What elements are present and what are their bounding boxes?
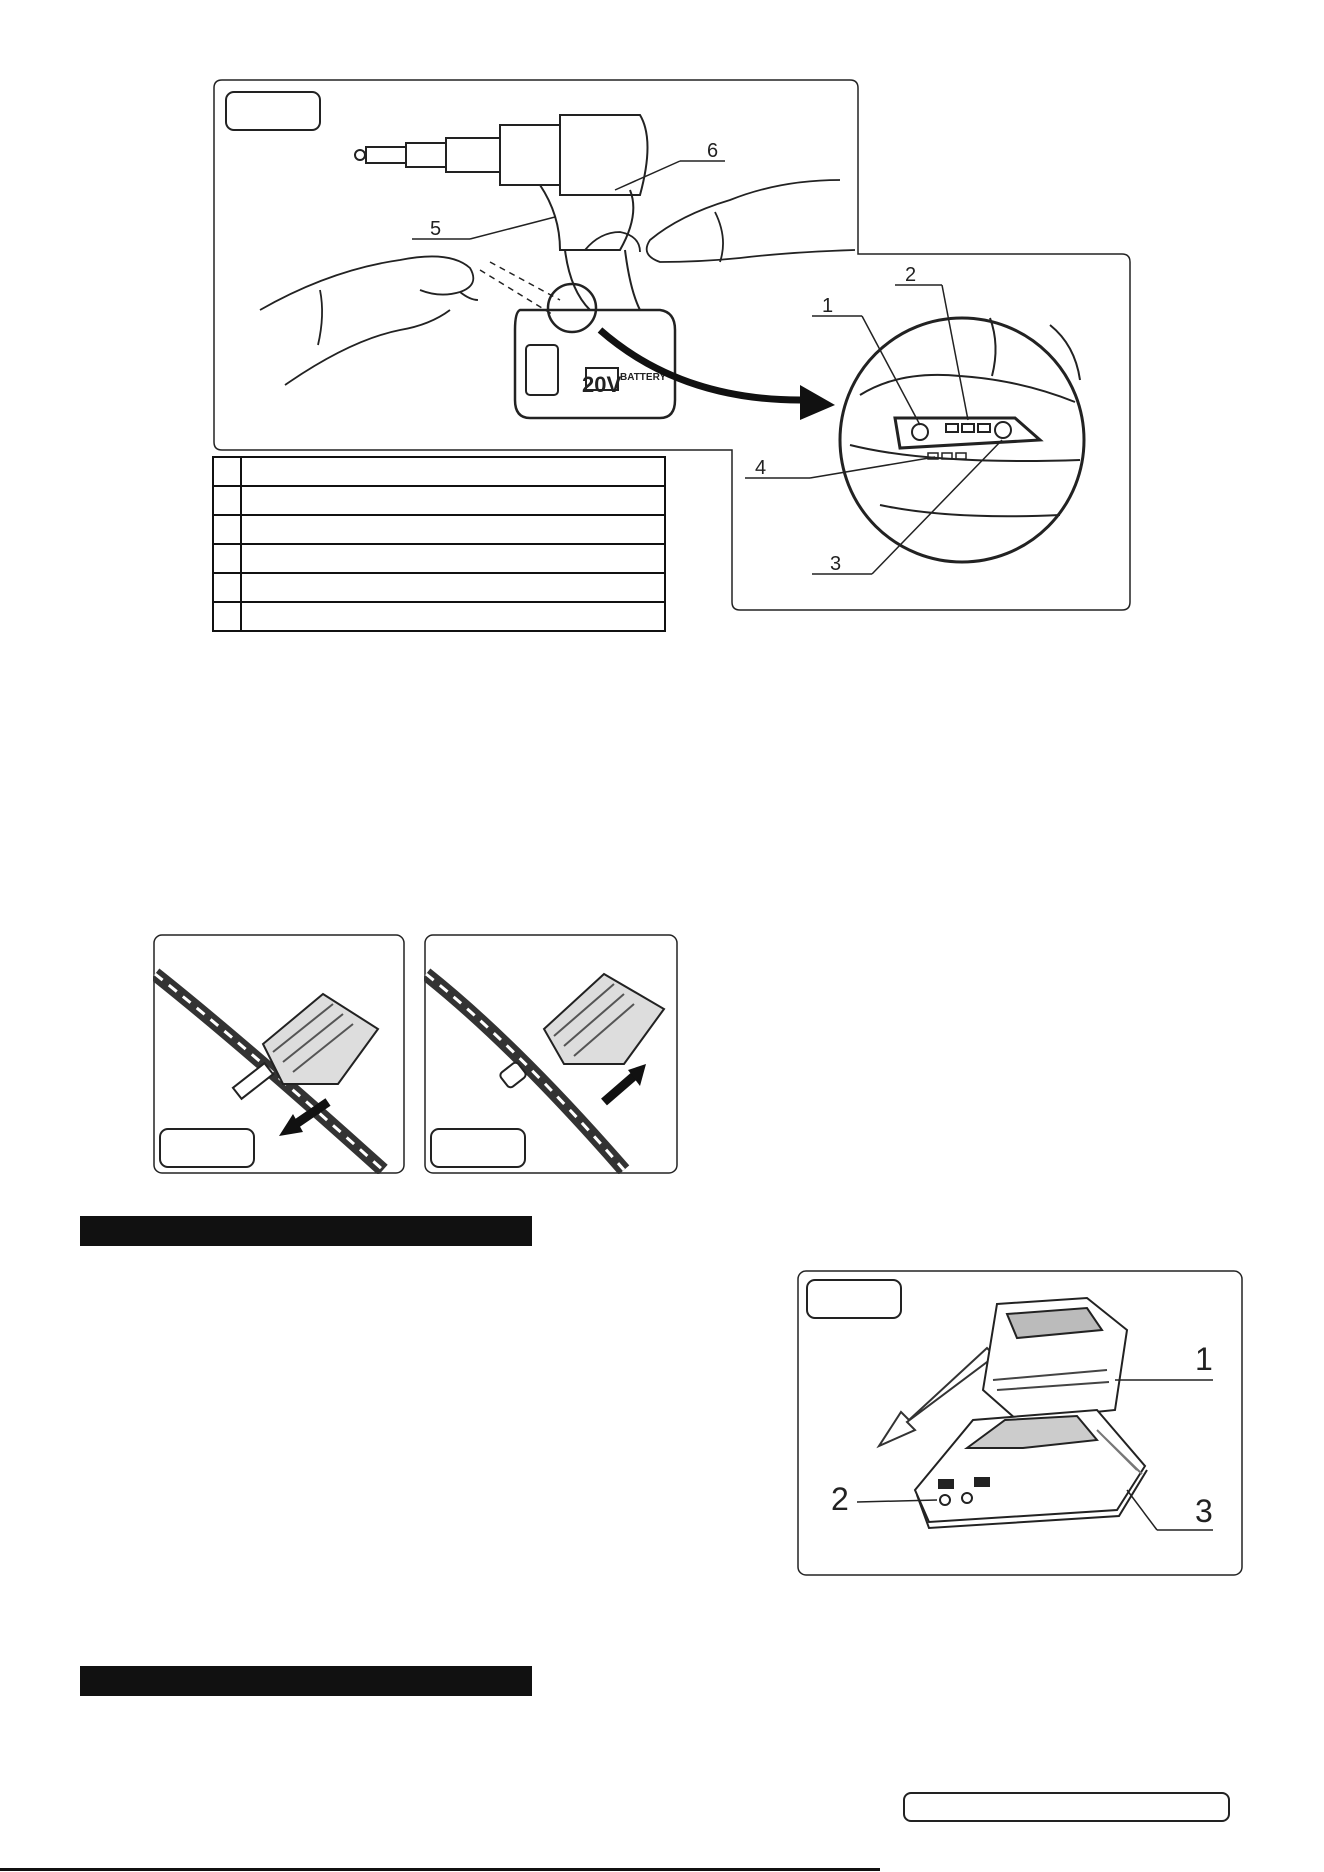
callout-3: 3 <box>830 553 842 575</box>
footer-box <box>903 1792 1230 1822</box>
legend-num <box>213 573 241 602</box>
legend-row <box>213 602 665 631</box>
legend-row <box>213 515 665 544</box>
charger-callout-3: 3 <box>1195 1493 1213 1529</box>
legend-row <box>213 544 665 573</box>
legend-row <box>213 486 665 515</box>
legend-num <box>213 457 241 486</box>
legend-num <box>213 515 241 544</box>
battery-pack-drawing <box>983 1298 1127 1420</box>
legend-row <box>213 457 665 486</box>
charger-callout-2: 2 <box>831 1481 849 1517</box>
right-hand-drawing <box>585 180 855 262</box>
charger-callout-1: 1 <box>1195 1341 1213 1377</box>
figure-rivet-set <box>424 934 678 1174</box>
figure-rivet-insert <box>153 934 405 1174</box>
legend-num <box>213 544 241 573</box>
battery-indicator-zoom <box>840 318 1084 562</box>
legend-text <box>241 573 665 602</box>
legend-text <box>241 457 665 486</box>
battery-label-text: BATTERY <box>620 372 667 383</box>
left-hand-drawing <box>260 256 478 385</box>
legend-row <box>213 573 665 602</box>
section-header <box>80 1216 532 1246</box>
callout-6: 6 <box>707 140 719 162</box>
battery-badge-text: 20V <box>582 372 622 397</box>
callout-4: 4 <box>755 457 767 479</box>
legend-text <box>241 602 665 631</box>
figure-charger <box>797 1270 1243 1576</box>
legend-num <box>213 602 241 631</box>
legend-text <box>241 486 665 515</box>
callout-2: 2 <box>905 264 917 286</box>
bottom-rule <box>0 1868 880 1871</box>
callout-5: 5 <box>430 218 442 240</box>
legend-text <box>241 515 665 544</box>
callout-1: 1 <box>822 295 834 317</box>
legend-text <box>241 544 665 573</box>
legend-num <box>213 486 241 515</box>
parts-legend-table <box>212 456 666 632</box>
section-header <box>80 1666 532 1696</box>
